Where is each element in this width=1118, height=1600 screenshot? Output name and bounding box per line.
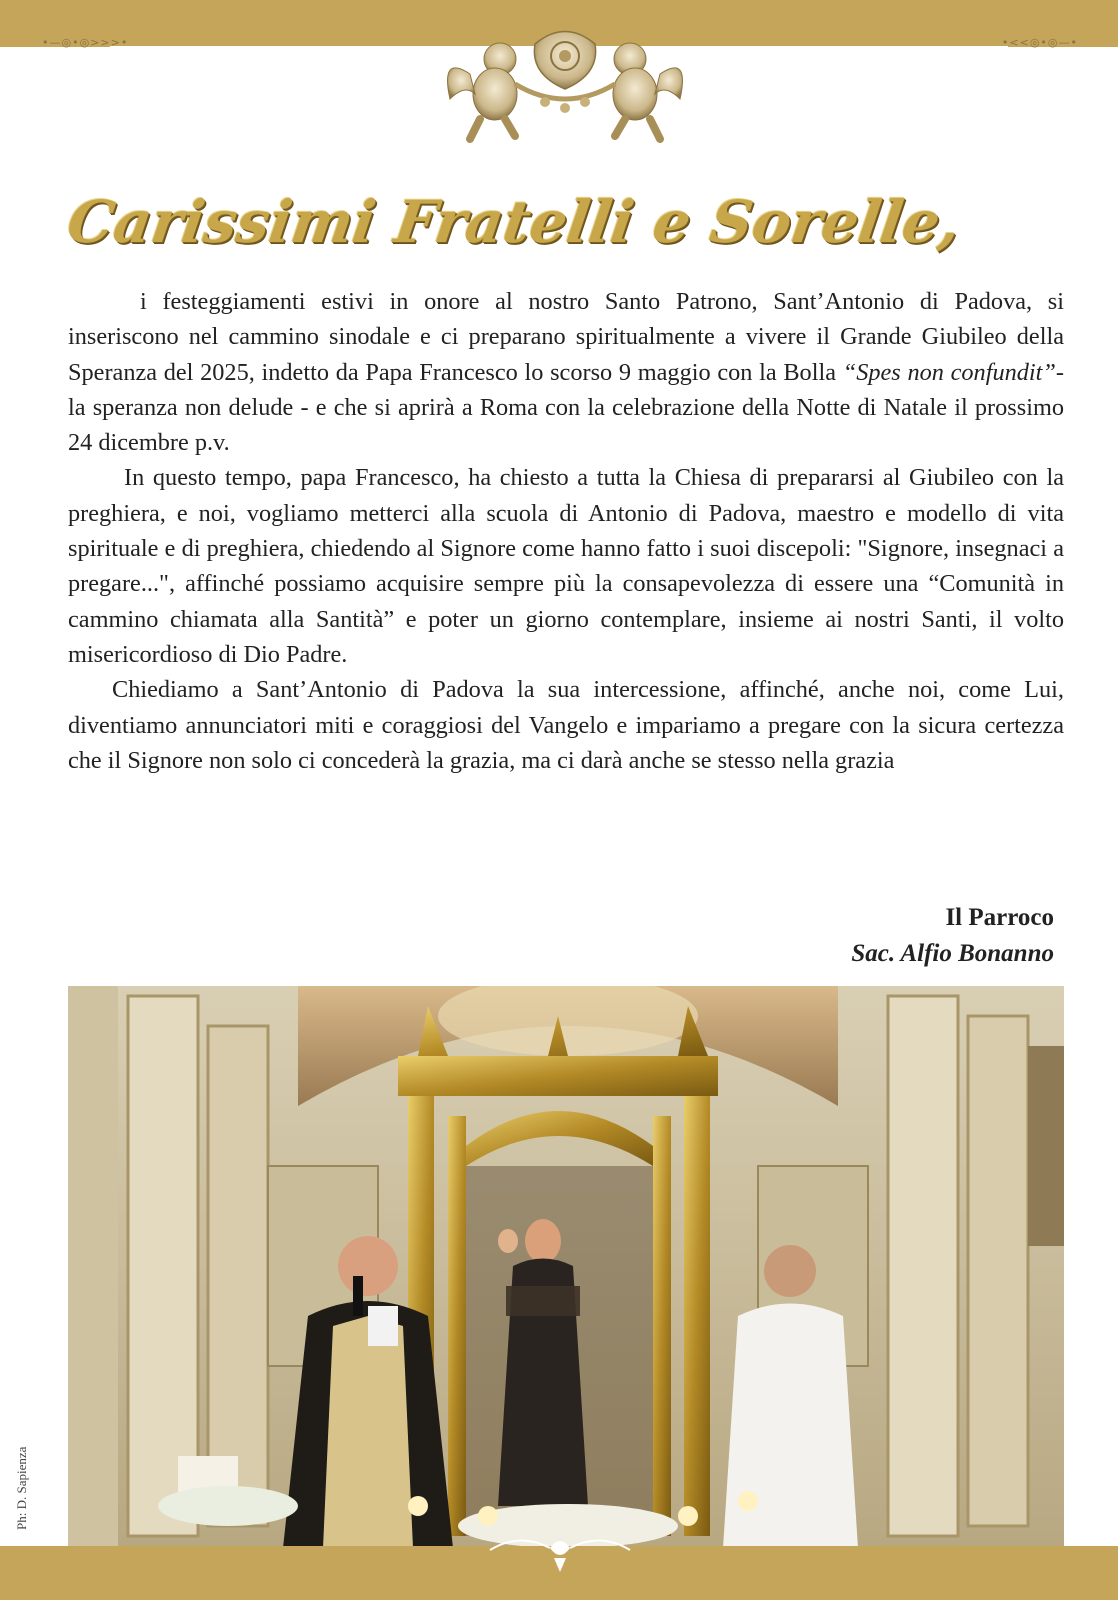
- bolla-title: “Spes non confundit”: [842, 358, 1056, 386]
- church-interior-photo: [68, 986, 1064, 1548]
- top-right-ornament: •<<◎•◎—•: [1001, 36, 1078, 49]
- paragraph-1-part-b: - la speranza non delude - e che si aprirà a Roma con la celebrazione della Notte di Natale il prossimo 24 dicembre p.v.: [68, 358, 1064, 457]
- letter-body: [68, 284, 1064, 778]
- signature-name: Sac. Alfio Bonanno: [851, 940, 1054, 967]
- cherubs-ornament-image: [430, 14, 700, 144]
- signature: [851, 900, 1054, 972]
- paragraph-3: Chiediamo a Sant’Antonio di Padova la sua intercessione, affinché, anche noi, come Lui, diventiamo annunciatori miti e coraggiosi del Vangelo e impariamo a pregare con la sicura certezza che il Signore non solo ci concederà la grazia, ma ci darà anche se stesso nella grazia: [68, 676, 1064, 774]
- signature-role: Il Parroco: [945, 904, 1054, 931]
- bottom-ornament: [480, 1522, 640, 1578]
- paragraph-2: In questo tempo, papa Francesco, ha chiesto a tutta la Chiesa di prepararsi al Giubileo con la preghiera, e noi, vogliamo metterci alla scuola di Antonio di Padova, maestro e modello di vita spirituale e di preghiera, chiedendo al Signore come hanno fatto i suoi discepoli: "Signore, insegnaci a pregare...", affinché possiamo acquisire sempre più la consapevolezza di essere una “Comunità in cammino chiamata alla Santità” e poter un giorno contemplare, insieme ai nostri Santi, il volto misericordioso di Dio Padre.: [68, 464, 1064, 668]
- paragraph-1: [68, 284, 1064, 460]
- photo-credit: Ph: D. Sapienza: [14, 1446, 29, 1530]
- letter-greeting-heading: Carissimi Fratelli e Sorelle,: [63, 188, 965, 256]
- top-left-ornament: •—◎•◎>>>•: [42, 36, 129, 49]
- paragraph-1-part-a: i festeggiamenti estivi in onore al nostro Santo Patrono, Sant’Antonio di Padova, si inseriscono nel cammino sinodale e ci preparano spiritualmente a vivere il Grande Giubileo della Speranza del 2025, indetto da Papa Francesco lo scorso 9 maggio con la Bolla: [68, 288, 1064, 386]
